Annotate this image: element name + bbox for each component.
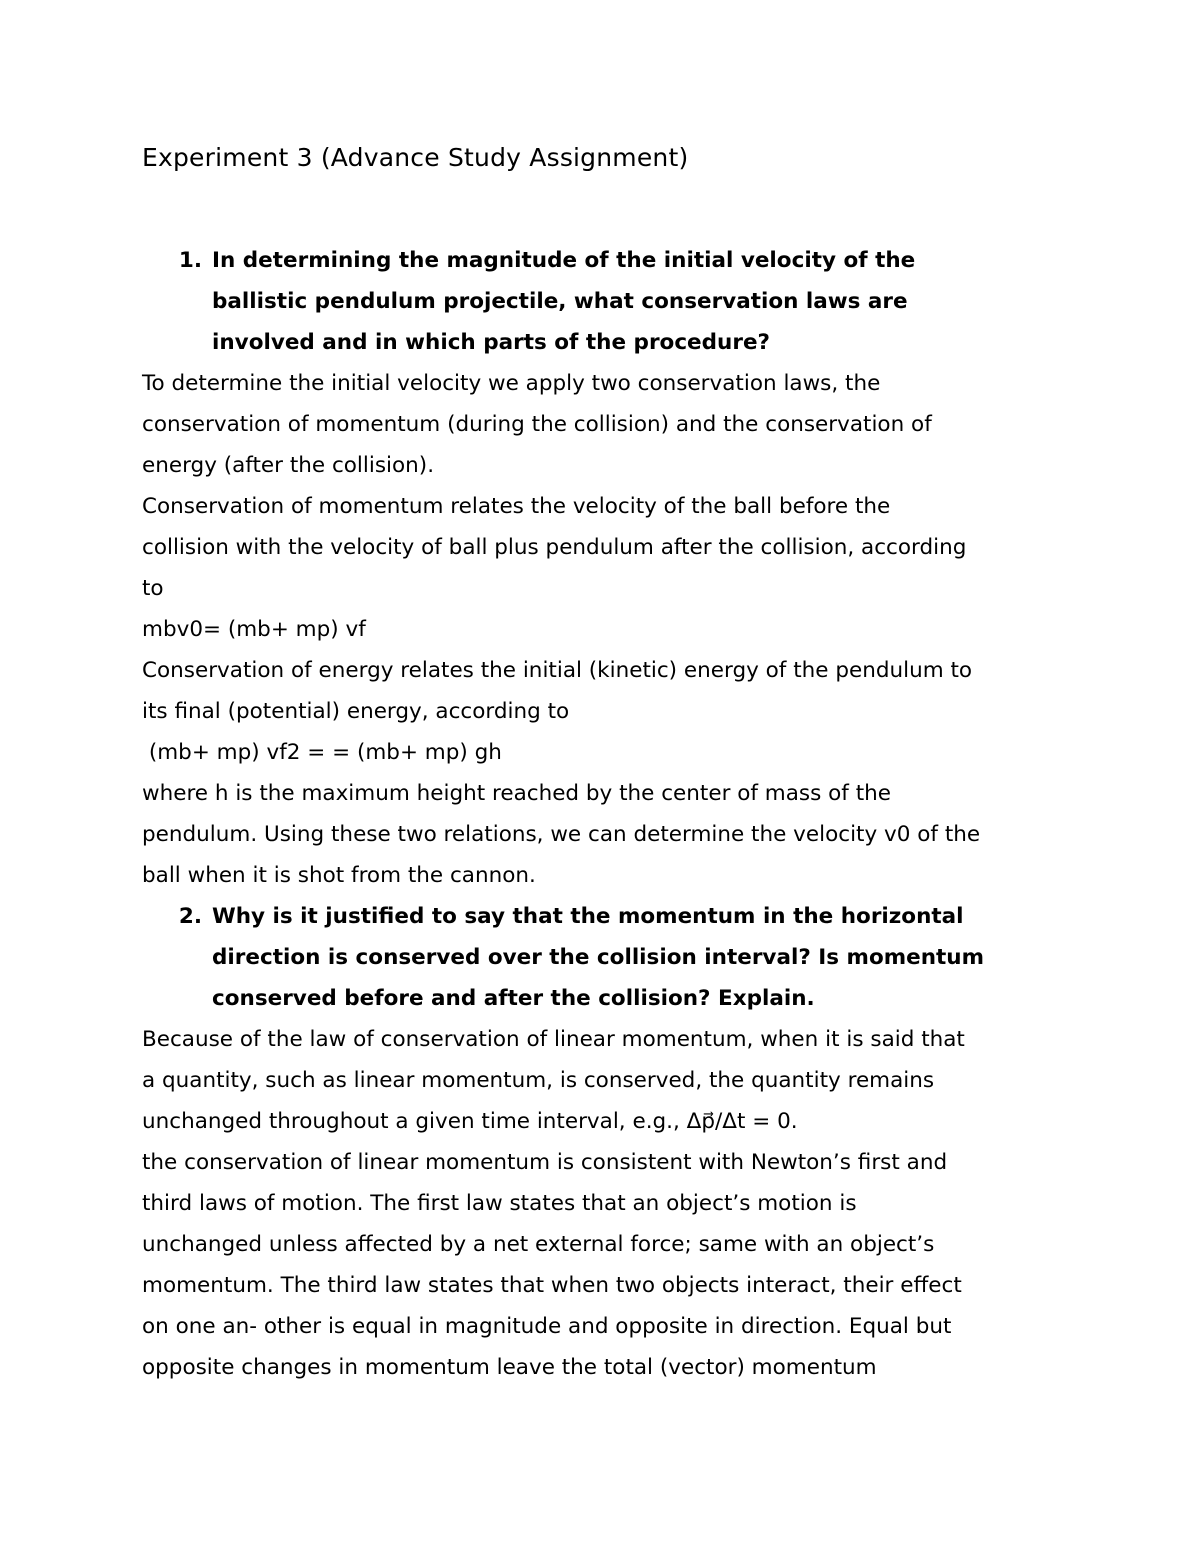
answer-1-line: where h is the maximum height reached by the center of mass of the [142, 781, 891, 806]
answer-2-line: third laws of motion. The first law states that an object’s motion is [142, 1191, 857, 1216]
answer-1 [142, 363, 1082, 896]
question-1-text [212, 240, 1082, 363]
answer-2-line: momentum. The third law states that when two objects interact, their effect [142, 1273, 962, 1298]
answer-1-line: Conservation of momentum relates the velocity of the ball before the [142, 494, 891, 519]
question-1-line: In determining the magnitude of the initial velocity of the [212, 248, 916, 273]
answer-1-line: its final (potential) energy, according to [142, 699, 570, 724]
momentum-equation: mbv0= (mb+ mp) vf [142, 617, 366, 642]
answer-1-line: conservation of momentum (during the collision) and the conservation of [142, 412, 932, 437]
answer-2-line: unchanged unless affected by a net external force; same with an object’s [142, 1232, 935, 1257]
answer-2-line: opposite changes in momentum leave the total (vector) momentum [142, 1355, 877, 1380]
answer-2-line: unchanged throughout a given time interval, e.g., Δp⃗/Δt = 0. [142, 1109, 798, 1134]
answer-1-line: To determine the initial velocity we apply two conservation laws, the [142, 371, 881, 396]
answer-1-line: ball when it is shot from the cannon. [142, 863, 536, 888]
answer-2-line: the conservation of linear momentum is consistent with Newton’s first and [142, 1150, 948, 1175]
answer-1-line: to [142, 576, 164, 601]
question-2-number: 2. [178, 904, 202, 929]
answer-2-line: a quantity, such as linear momentum, is conserved, the quantity remains [142, 1068, 935, 1093]
question-2-line: Why is it justified to say that the momentum in the horizontal [212, 904, 964, 929]
answer-1-line: energy (after the collision). [142, 453, 435, 478]
question-1-number: 1. [178, 248, 202, 273]
question-2-text [212, 896, 1082, 1019]
answer-2-line: Because of the law of conservation of linear momentum, when it is said that [142, 1027, 965, 1052]
question-1 [142, 240, 1082, 363]
answer-1-line: pendulum. Using these two relations, we can determine the velocity v0 of the [142, 822, 981, 847]
answer-1-line: collision with the velocity of ball plus pendulum after the collision, according [142, 535, 967, 560]
energy-equation: (mb+ mp) vf2 = = (mb+ mp) gh [142, 740, 502, 765]
document-body [142, 240, 1082, 1388]
document-title: Experiment 3 (Advance Study Assignment) [142, 143, 689, 172]
answer-2-line: on one an- other is equal in magnitude and opposite in direction. Equal but [142, 1314, 952, 1339]
answer-2 [142, 1019, 1082, 1388]
question-2-line: direction is conserved over the collision interval? Is momentum [212, 945, 985, 970]
question-2-line: conserved before and after the collision? Explain. [212, 986, 815, 1011]
answer-1-line: Conservation of energy relates the initial (kinetic) energy of the pendulum to [142, 658, 973, 683]
question-1-line: ballistic pendulum projectile, what conservation laws are [212, 289, 908, 314]
question-1-line: involved and in which parts of the procedure? [212, 330, 770, 355]
question-2 [142, 896, 1082, 1019]
